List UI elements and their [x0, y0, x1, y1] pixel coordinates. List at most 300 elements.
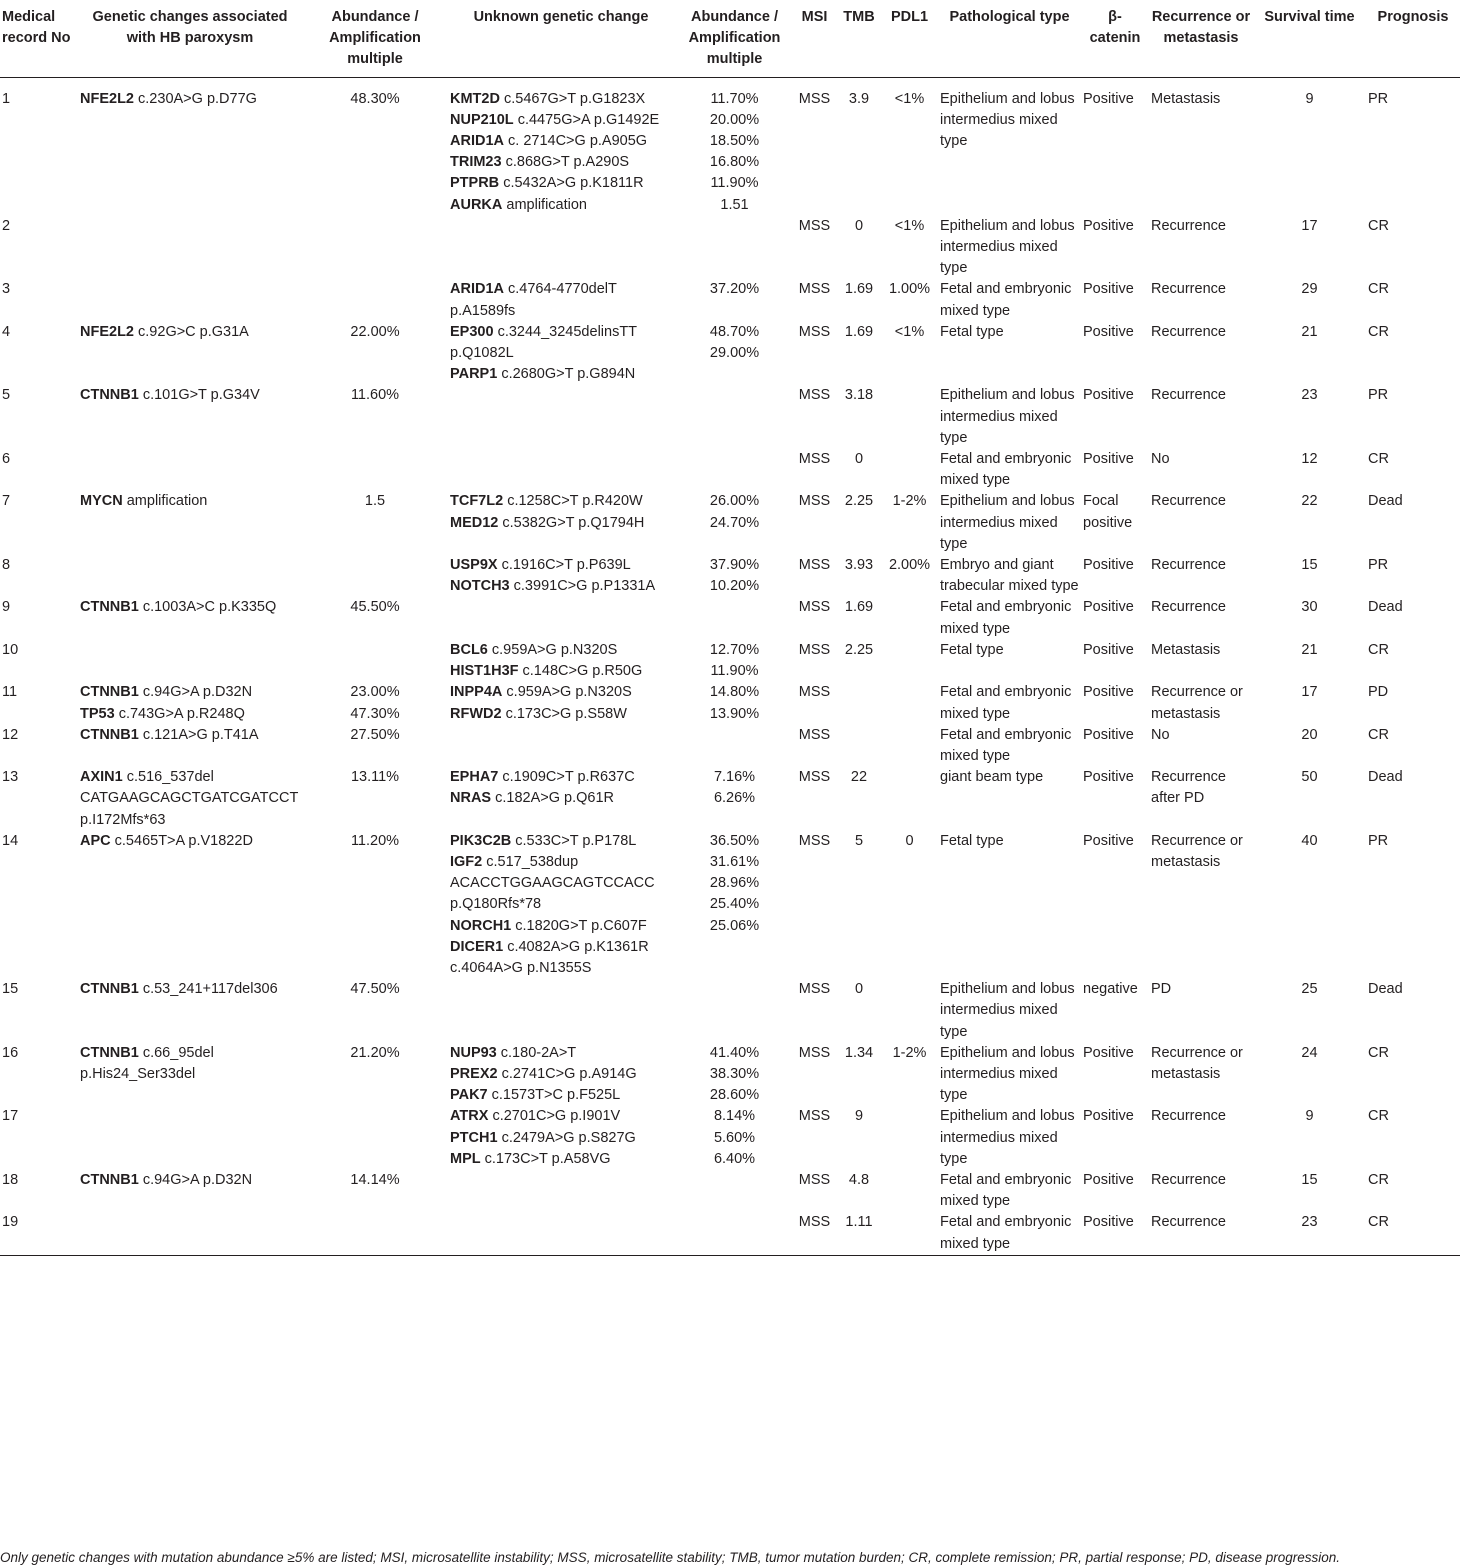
beta-catenin-cell: Focal positive [1083, 493, 1133, 531]
beta-catenin-cell: Positive [1083, 1044, 1134, 1061]
column-header: Genetic changes associated with HB paroxysm [92, 9, 288, 47]
gene-symbol: MPL [450, 1150, 481, 1167]
hb-genetic-change-cell [75, 725, 305, 767]
record-number: 18 [2, 1171, 19, 1188]
tmb-cell: 3.18 [844, 387, 874, 404]
msi-cell: MSS [798, 493, 831, 510]
abundance-value: 6.40% [713, 1150, 756, 1167]
gene-change: c.959A>G p.N320S [506, 684, 632, 701]
pdl1-cell [881, 1212, 938, 1255]
tmb-cell: 4.8 [848, 1171, 870, 1188]
gene-change: c.148C>G p.R50G [522, 663, 643, 680]
pathological-type-cell: Epithelium and lobus intermedius mixed type [940, 1108, 1075, 1167]
gene-symbol: AURKA [450, 196, 503, 213]
table-row [0, 279, 1460, 321]
gene-change: c.92G>C p.G31A [138, 323, 249, 340]
gene-symbol: PIK3C2B [450, 832, 512, 849]
record-number-cell [0, 1043, 75, 1107]
survival-time-cell: 21 [1301, 323, 1318, 340]
column-header: Survival time [1264, 9, 1355, 25]
unknown-abundance-cell [677, 279, 792, 321]
prognosis-cell: Dead [1368, 493, 1403, 510]
gene-symbol: NFE2L2 [80, 90, 134, 107]
beta-catenin-cell: Positive [1083, 726, 1134, 743]
gene-entry [77, 89, 303, 110]
gene-change: c.4082A>G p.K1361R c.4064A>G p.N1355S [450, 938, 649, 976]
msi-cell: MSS [798, 1108, 831, 1125]
record-number-cell [0, 767, 75, 831]
gene-symbol: CTNNB1 [80, 1044, 139, 1061]
abundance-value: 31.61% [709, 853, 760, 870]
unknown-abundance-cell [677, 979, 792, 1043]
pdl1-cell: 1-2% [892, 493, 927, 510]
gene-symbol: CTNNB1 [80, 726, 139, 743]
tmb-cell: 0 [854, 981, 864, 998]
hb-abundance-cell [305, 491, 445, 555]
recurrence-cell: Recurrence [1151, 1108, 1226, 1125]
abundance-value: 21.20% [350, 1044, 400, 1061]
gene-change: c.516_537del CATGAAGCAGCTGATCGATCCT p.I172Mfs*63 [80, 769, 299, 828]
record-number-cell [0, 555, 75, 597]
gene-entry [77, 385, 303, 406]
unknown-genetic-change-cell [445, 491, 677, 555]
recurrence-cell: Recurrence [1151, 557, 1226, 574]
pdl1-cell: <1% [894, 90, 925, 107]
gene-change: amplification [126, 493, 208, 510]
gene-change: c. 2714C>G p.A905G [508, 133, 648, 150]
gene-symbol: TRIM23 [450, 154, 502, 171]
beta-catenin-cell: Positive [1083, 323, 1134, 340]
column-header: TMB [843, 9, 875, 25]
hb-abundance-cell [305, 979, 445, 1043]
prognosis-cell: PR [1368, 90, 1389, 107]
abundance-value: 18.50% [709, 133, 760, 150]
gene-change: c.94G>A p.D32N [142, 1171, 253, 1188]
prognosis-cell: PD [1368, 684, 1389, 701]
abundance-value: 11.70% [710, 90, 759, 107]
column-header: β-catenin [1089, 9, 1141, 47]
unknown-genetic-change-cell [445, 279, 677, 321]
tmb-cell: 9 [854, 1108, 864, 1125]
gene-change: c.5382G>T p.Q1794H [502, 514, 645, 531]
table-row [0, 491, 1460, 555]
hb-abundance-cell [305, 725, 445, 767]
table-footnote: Only genetic changes with mutation abundance ≥5% are listed; MSI, microsatellite instability; MSS, microsatellite stability; TMB, tumor mutation burden; CR, complete remission; PR, partial response; PD, disease progression. [0, 1550, 1340, 1565]
gene-entry [447, 1043, 675, 1064]
abundance-value: 13.11% [350, 769, 400, 786]
pathological-type-cell: Embryo and giant trabecular mixed type [940, 557, 1079, 595]
beta-catenin-cell: Positive [1083, 1108, 1134, 1125]
recurrence-cell: No [1151, 451, 1170, 468]
abundance-value: 1.5 [364, 493, 386, 510]
gene-entry [447, 195, 675, 216]
abundance-value: 1.51 [720, 196, 749, 213]
unknown-abundance-cell [677, 449, 792, 491]
gene-change: c.180-2A>T [500, 1044, 577, 1061]
table-row [0, 725, 1460, 767]
msi-cell: MSS [798, 1214, 831, 1231]
gene-entry [77, 725, 303, 746]
recurrence-cell: Recurrence [1151, 387, 1226, 404]
tmb-cell [837, 725, 881, 767]
gene-symbol: HIST1H3F [450, 663, 519, 680]
unknown-abundance-cell [677, 682, 792, 724]
gene-entry [77, 704, 303, 725]
table-row [0, 1043, 1460, 1107]
prognosis-cell: Dead [1368, 981, 1403, 998]
record-number: 13 [2, 769, 19, 786]
abundance-value: 22.00% [350, 323, 400, 340]
recurrence-cell: Recurrence or metastasis [1151, 1044, 1243, 1082]
unknown-genetic-change-cell [445, 1212, 677, 1255]
beta-catenin-cell: Positive [1083, 557, 1134, 574]
unknown-genetic-change-cell [445, 1043, 677, 1107]
tmb-cell: 1.69 [844, 323, 874, 340]
abundance-value: 7.16% [713, 769, 756, 786]
recurrence-cell: Recurrence [1151, 217, 1226, 234]
pathological-type-cell: Fetal type [940, 641, 1004, 658]
gene-symbol: EP300 [450, 323, 494, 340]
gene-symbol: NFE2L2 [80, 323, 134, 340]
pdl1-cell: 0 [905, 832, 914, 849]
gene-entry [447, 831, 675, 852]
gene-change: c.2741C>G p.A914G [501, 1065, 637, 1082]
pathological-type-cell: Fetal and embryonic mixed type [940, 684, 1072, 722]
gene-symbol: PTPRB [450, 175, 500, 192]
table-row [0, 216, 1460, 280]
survival-time-cell: 24 [1301, 1044, 1318, 1061]
gene-change: c.868G>T p.A290S [505, 154, 630, 171]
record-number: 19 [2, 1214, 19, 1231]
survival-time-cell: 15 [1301, 557, 1318, 574]
beta-catenin-cell: Positive [1083, 281, 1134, 298]
hb-abundance-cell [305, 1212, 445, 1255]
msi-cell: MSS [798, 769, 831, 786]
column-header: Abundance / Amplification multiple [688, 9, 781, 68]
prognosis-cell: CR [1368, 1108, 1389, 1125]
msi-cell: MSS [798, 281, 831, 298]
beta-catenin-cell: Positive [1083, 599, 1134, 616]
unknown-genetic-change-cell [445, 216, 677, 280]
pathological-type-cell: giant beam type [940, 769, 1044, 786]
record-number-cell [0, 216, 75, 280]
gene-symbol: INPP4A [450, 684, 503, 701]
gene-symbol: PAK7 [450, 1087, 488, 1104]
record-number: 15 [2, 981, 19, 998]
hb-genetic-change-cell [75, 1212, 305, 1255]
unknown-abundance-cell [677, 640, 792, 682]
tmb-cell: 0 [854, 217, 864, 234]
gene-change: c.4764-4770delT p.A1589fs [450, 281, 617, 319]
hb-abundance-cell [305, 1170, 445, 1212]
recurrence-cell: Recurrence or metastasis [1151, 684, 1243, 722]
pdl1-cell: <1% [894, 217, 925, 234]
gene-symbol: TP53 [80, 705, 115, 722]
tmb-cell: 22 [850, 769, 868, 786]
abundance-value: 36.50% [709, 832, 760, 849]
record-number-cell [0, 322, 75, 386]
gene-symbol: CTNNB1 [80, 1171, 139, 1188]
column-header: Medical record No [2, 9, 71, 47]
record-number: 3 [2, 281, 11, 298]
abundance-value: 47.30% [350, 705, 400, 722]
unknown-abundance-cell [677, 1106, 792, 1170]
beta-catenin-cell: Positive [1083, 832, 1134, 849]
hb-genetic-change-cell [75, 767, 305, 831]
gene-entry [447, 704, 675, 725]
gene-symbol: APC [80, 832, 111, 849]
unknown-abundance-cell [677, 77, 792, 216]
record-number-cell [0, 279, 75, 321]
gene-change: c.2701C>G p.I901V [492, 1108, 621, 1125]
unknown-abundance-cell [677, 1043, 792, 1107]
hb-abundance-cell [305, 640, 445, 682]
gene-entry [447, 131, 675, 152]
gene-symbol: KMT2D [450, 90, 500, 107]
survival-time-cell: 22 [1301, 493, 1318, 510]
record-number-cell [0, 682, 75, 724]
record-number: 16 [2, 1044, 19, 1061]
abundance-value: 11.90% [710, 663, 759, 680]
gene-entry [77, 491, 303, 512]
msi-cell: MSS [798, 1171, 831, 1188]
gene-change: c.101G>T p.G34V [142, 387, 260, 404]
abundance-value: 8.14% [713, 1108, 756, 1125]
gene-change: c.2479A>G p.S827G [501, 1129, 636, 1146]
gene-entry [447, 640, 675, 661]
gene-entry [447, 576, 675, 597]
pdl1-cell [881, 682, 938, 724]
hb-abundance-cell [305, 216, 445, 280]
gene-change: c.959A>G p.N320S [491, 641, 618, 658]
prognosis-cell: PR [1368, 387, 1389, 404]
msi-cell: MSS [798, 90, 831, 107]
record-number-cell [0, 597, 75, 639]
gene-change: c.66_95del p.His24_Ser33del [80, 1044, 214, 1082]
pathological-type-cell: Epithelium and lobus intermedius mixed type [940, 387, 1075, 446]
msi-cell: MSS [798, 641, 831, 658]
abundance-value: 20.00% [709, 111, 760, 128]
tmb-cell: 1.69 [844, 599, 874, 616]
gene-entry [447, 788, 675, 809]
abundance-value: 25.40% [709, 896, 760, 913]
survival-time-cell: 21 [1301, 641, 1318, 658]
abundance-value: 24.70% [709, 514, 760, 531]
tmb-cell: 1.34 [844, 1044, 874, 1061]
gene-change: amplification [506, 196, 587, 213]
prognosis-cell: CR [1368, 1171, 1389, 1188]
beta-catenin-cell: Positive [1083, 90, 1134, 107]
unknown-genetic-change-cell [445, 555, 677, 597]
tmb-cell: 1.69 [844, 281, 874, 298]
table-row [0, 979, 1460, 1043]
gene-change: c.1573T>C p.F525L [491, 1087, 621, 1104]
prognosis-cell: CR [1368, 281, 1389, 298]
table-header-row [0, 0, 1460, 77]
gene-entry [77, 1170, 303, 1191]
gene-entry [77, 322, 303, 343]
abundance-value: 10.20% [709, 578, 760, 595]
prognosis-cell: CR [1368, 1044, 1389, 1061]
gene-entry [447, 661, 675, 682]
hb-abundance-cell [305, 1106, 445, 1170]
abundance-value: 12.70% [709, 641, 760, 658]
recurrence-cell: Metastasis [1151, 641, 1221, 658]
msi-cell: MSS [798, 217, 831, 234]
beta-catenin-cell: negative [1083, 981, 1138, 998]
hb-genetic-change-cell [75, 597, 305, 639]
tmb-cell: 1.11 [845, 1214, 873, 1231]
abundance-value: 27.50% [350, 726, 400, 743]
gene-change: c.3991C>G p.P1331A [513, 578, 656, 595]
abundance-value: 28.96% [709, 875, 760, 892]
msi-cell: MSS [798, 981, 831, 998]
table-row [0, 640, 1460, 682]
recurrence-cell: Recurrence [1151, 599, 1226, 616]
abundance-value: 5.60% [713, 1129, 756, 1146]
pdl1-cell [881, 449, 938, 491]
hb-genetic-change-cell [75, 979, 305, 1043]
gene-symbol: AXIN1 [80, 769, 123, 786]
table-row [0, 322, 1460, 386]
gene-entry [447, 152, 675, 173]
hb-genetic-change-cell [75, 385, 305, 449]
hb-genetic-change-cell [75, 491, 305, 555]
hb-abundance-cell [305, 831, 445, 979]
gene-change: c.94G>A p.D32N [142, 684, 253, 701]
gene-entry [77, 767, 303, 831]
record-number-cell [0, 1106, 75, 1170]
abundance-value: 37.90% [709, 557, 760, 574]
table-row [0, 555, 1460, 597]
record-number-cell [0, 1170, 75, 1212]
recurrence-cell: PD [1151, 981, 1172, 998]
prognosis-cell: CR [1368, 217, 1389, 234]
msi-cell: MSS [798, 684, 831, 701]
gene-change: c.1258C>T p.R420W [507, 493, 643, 510]
msi-cell: MSS [798, 557, 831, 574]
hb-genetic-change-cell [75, 322, 305, 386]
unknown-genetic-change-cell [445, 979, 677, 1043]
tmb-cell: 3.9 [848, 90, 870, 107]
abundance-value: 47.50% [350, 981, 400, 998]
gene-change: c.533C>T p.P178L [515, 832, 637, 849]
abundance-value: 26.00% [709, 493, 760, 510]
abundance-value: 6.26% [713, 790, 756, 807]
hb-abundance-cell [305, 597, 445, 639]
prognosis-cell: CR [1368, 641, 1389, 658]
hb-abundance-cell [305, 555, 445, 597]
survival-time-cell: 15 [1301, 1171, 1318, 1188]
hb-genetic-change-cell [75, 1106, 305, 1170]
unknown-genetic-change-cell [445, 831, 677, 979]
gene-entry [77, 831, 303, 852]
gene-symbol: TCF7L2 [450, 493, 504, 510]
record-number: 5 [2, 387, 11, 404]
unknown-genetic-change-cell [445, 449, 677, 491]
gene-change: c.1003A>C p.K335Q [142, 599, 277, 616]
record-number: 7 [2, 493, 11, 510]
record-number: 14 [2, 832, 19, 849]
recurrence-cell: No [1151, 726, 1170, 743]
survival-time-cell: 29 [1301, 281, 1318, 298]
table-row [0, 77, 1460, 216]
survival-time-cell: 9 [1305, 1108, 1314, 1125]
gene-symbol: ARID1A [450, 133, 504, 150]
hb-abundance-cell [305, 682, 445, 724]
gene-symbol: NUP210L [450, 111, 514, 128]
gene-symbol: ARID1A [450, 281, 504, 298]
unknown-genetic-change-cell [445, 322, 677, 386]
unknown-abundance-cell [677, 491, 792, 555]
unknown-abundance-cell [677, 1212, 792, 1255]
hb-abundance-cell [305, 77, 445, 216]
unknown-abundance-cell [677, 767, 792, 831]
gene-symbol: BCL6 [450, 641, 488, 658]
tmb-cell: 3.93 [844, 557, 874, 574]
hb-abundance-cell [305, 1043, 445, 1107]
gene-entry [77, 1043, 303, 1085]
prognosis-cell: Dead [1368, 769, 1403, 786]
gene-symbol: PTCH1 [450, 1129, 498, 1146]
hb-genetic-change-cell [75, 449, 305, 491]
recurrence-cell: Metastasis [1151, 90, 1221, 107]
gene-change: c.5465T>A p.V1822D [114, 832, 253, 849]
pathological-type-cell: Fetal and embryonic mixed type [940, 281, 1072, 319]
beta-catenin-cell: Positive [1083, 684, 1134, 701]
abundance-value: 48.70% [709, 323, 760, 340]
gene-change: c.517_538dup ACACCTGGAAGCAGTCCACC p.Q180Rfs*78 [450, 853, 655, 913]
record-number: 8 [2, 557, 11, 574]
gene-entry [447, 322, 675, 364]
pdl1-cell [881, 979, 938, 1043]
table-row [0, 1170, 1460, 1212]
gene-change: c.173C>T p.A58VG [484, 1150, 611, 1167]
gene-symbol: PARP1 [450, 366, 498, 383]
hb-abundance-cell [305, 279, 445, 321]
survival-time-cell: 50 [1301, 769, 1318, 786]
gene-symbol: NORCH1 [450, 917, 512, 934]
pathological-type-cell: Fetal and embryonic mixed type [940, 599, 1072, 637]
recurrence-cell: Recurrence after PD [1151, 769, 1226, 807]
unknown-genetic-change-cell [445, 77, 677, 216]
gene-entry [447, 513, 675, 534]
unknown-abundance-cell [677, 385, 792, 449]
msi-cell: MSS [798, 726, 831, 743]
pathological-type-cell: Fetal type [940, 323, 1004, 340]
gene-entry [77, 979, 303, 1000]
beta-catenin-cell: Positive [1083, 641, 1134, 658]
pdl1-cell [881, 1170, 938, 1212]
msi-cell: MSS [798, 832, 831, 849]
hb-genetic-change-cell [75, 555, 305, 597]
table-body [0, 77, 1460, 1255]
record-number-cell [0, 491, 75, 555]
table-row [0, 831, 1460, 979]
table-row [0, 597, 1460, 639]
pdl1-cell [881, 597, 938, 639]
gene-entry [447, 555, 675, 576]
unknown-genetic-change-cell [445, 1170, 677, 1212]
abundance-value: 45.50% [350, 599, 400, 616]
beta-catenin-cell: Positive [1083, 769, 1134, 786]
survival-time-cell: 25 [1301, 981, 1318, 998]
gene-symbol: IGF2 [450, 853, 483, 870]
prognosis-cell: PR [1368, 832, 1389, 849]
survival-time-cell: 40 [1301, 832, 1318, 849]
abundance-value: 23.00% [350, 684, 400, 701]
gene-symbol: NRAS [450, 790, 492, 807]
